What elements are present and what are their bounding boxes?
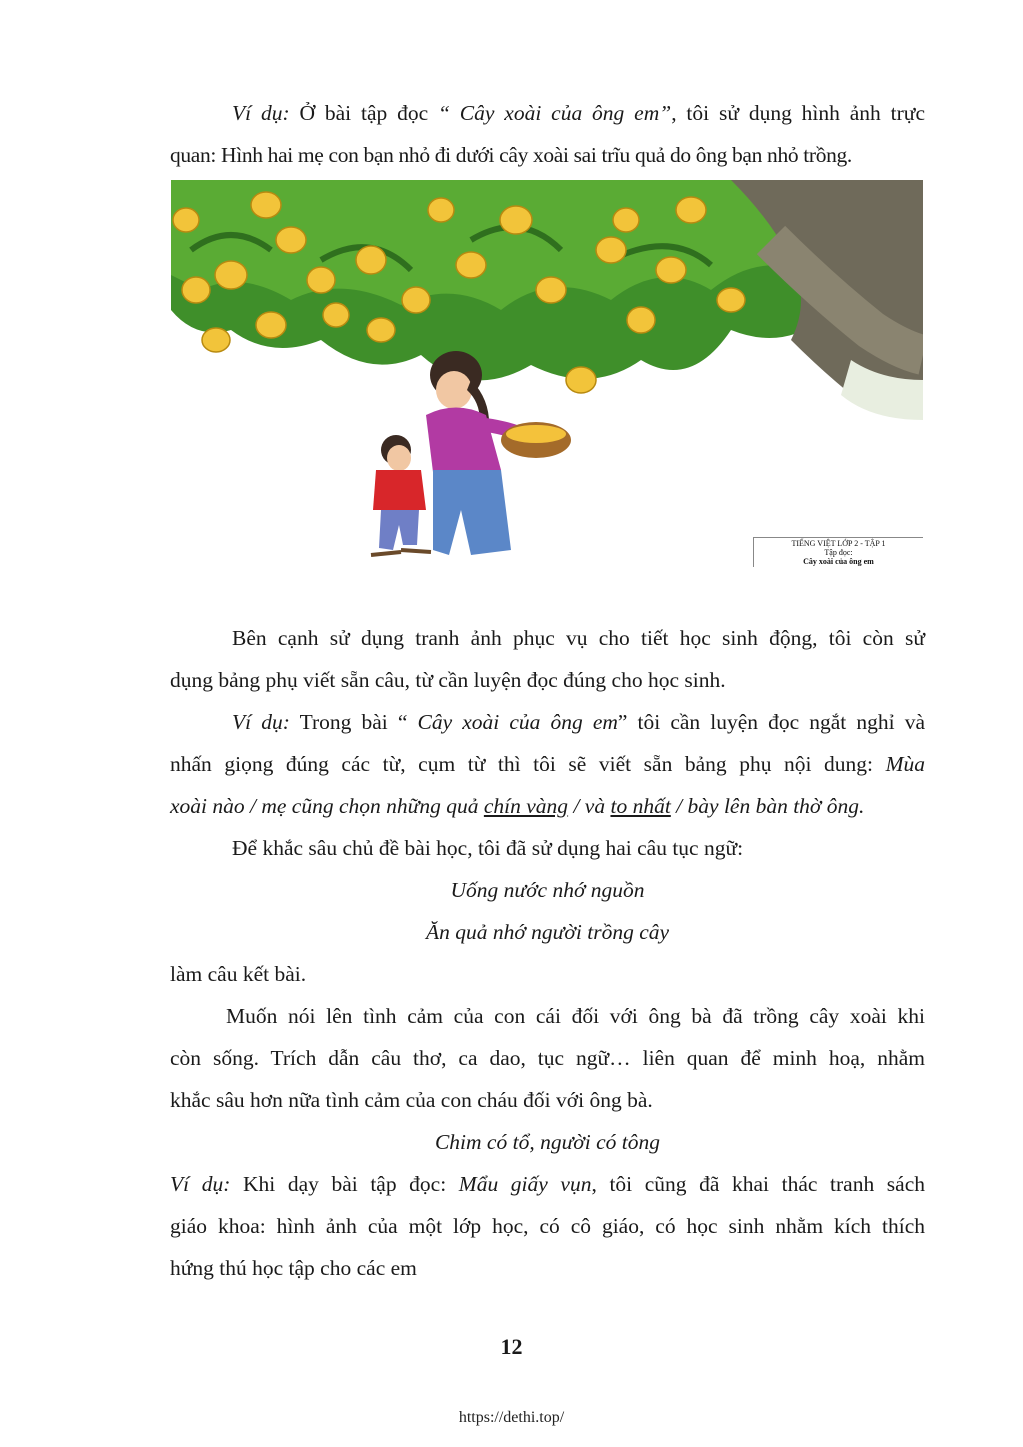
underlined-text: chín vàng: [483, 794, 569, 818]
textbook-caption: [753, 537, 923, 567]
text: ” tôi cần luyện đọc ngắt nghỉ và: [617, 710, 925, 734]
paragraph-5-line-1: Muốn nói lên tình cảm của con cái đối với ông bà đã trồng cây xoài khi: [226, 1004, 925, 1028]
paragraph-2-line-2: dụng bảng phụ viết sẵn câu, từ cần luyện đọc đúng cho học sinh.: [170, 668, 726, 692]
caption-line: Tập đọc:: [824, 548, 853, 557]
underlined-text: to nhất: [610, 794, 671, 818]
proverb-2: Ăn quả nhớ người trồng cây: [425, 920, 670, 944]
footer-url[interactable]: https://dethi.top/: [458, 1409, 565, 1426]
text: , tôi cũng đã khai thác tranh sách: [591, 1172, 925, 1196]
text: / và: [568, 794, 611, 818]
text: , tôi sử dụng hình ảnh trực: [671, 101, 925, 125]
paragraph-example-3-line-1: [170, 1163, 925, 1205]
paragraph-4-line-4: làm câu kết bài.: [170, 962, 307, 986]
paragraph-example-2-line-3: [170, 785, 925, 827]
paragraph-example-1-line-1: [170, 92, 925, 134]
example-label: Ví dụ:: [232, 101, 290, 125]
caption-line: TIẾNG VIỆT LỚP 2 - TẬP 1: [791, 539, 886, 548]
paragraph-5-line-3: khắc sâu hơn nữa tình cảm của con cháu đối với ông bà.: [170, 1088, 653, 1112]
text: Ở bài tập đọc: [289, 101, 438, 125]
lesson-title: Cây xoài của ông em: [417, 710, 618, 734]
example-label: Ví dụ:: [170, 1172, 231, 1196]
mango-tree-illustration: [171, 180, 923, 567]
paragraph-example-2-line-2: [170, 743, 925, 785]
paragraph-example-1-line-2: quan: Hình hai mẹ con bạn nhỏ đi dưới cây xoài sai trĩu quả do ông bạn nhỏ trồng.: [170, 143, 852, 167]
text: xoài nào / mẹ cũng chọn những quả: [170, 794, 484, 818]
example-label: Ví dụ:: [232, 710, 290, 734]
paragraph-example-3-line-3: hứng thú học tập cho các em: [170, 1256, 417, 1280]
text: / bày lên bàn thờ ông.: [670, 794, 865, 818]
caption-line: Cây xoài của ông em: [803, 557, 874, 566]
text: nhấn giọng đúng các từ, cụm từ thì tôi sẽ viết sẵn bảng phụ nội dung:: [170, 752, 886, 776]
page-number: 12: [500, 1334, 523, 1359]
illustration-drawing: [171, 180, 923, 567]
paragraph-2-line-1: Bên cạnh sử dụng tranh ảnh phục vụ cho tiết học sinh động, tôi còn sử: [232, 626, 925, 650]
paragraph-example-2-line-1: [170, 701, 925, 743]
paragraph-4-line-1: Để khắc sâu chủ đề bài học, tôi đã sử dụng hai câu tục ngữ:: [232, 836, 744, 860]
proverb-1: Uống nước nhớ nguồn: [450, 878, 645, 902]
text: Khi dạy bài tập đọc:: [230, 1172, 459, 1196]
lesson-title: “ Cây xoài của ông em”: [438, 101, 672, 125]
paragraph-5-line-2: còn sống. Trích dẫn câu thơ, ca dao, tục ngữ… liên quan để minh hoạ, nhằm: [170, 1046, 925, 1070]
text: Trong bài “: [289, 710, 418, 734]
italic-text: Mùa: [885, 752, 925, 776]
proverb-3: Chim có tổ, người có tông: [434, 1130, 661, 1154]
paragraph-example-3-line-2: giáo khoa: hình ảnh của một lớp học, có cô giáo, có học sinh nhằm kích thích: [170, 1214, 925, 1238]
lesson-title: Mẩu giấy vụn: [458, 1172, 592, 1196]
